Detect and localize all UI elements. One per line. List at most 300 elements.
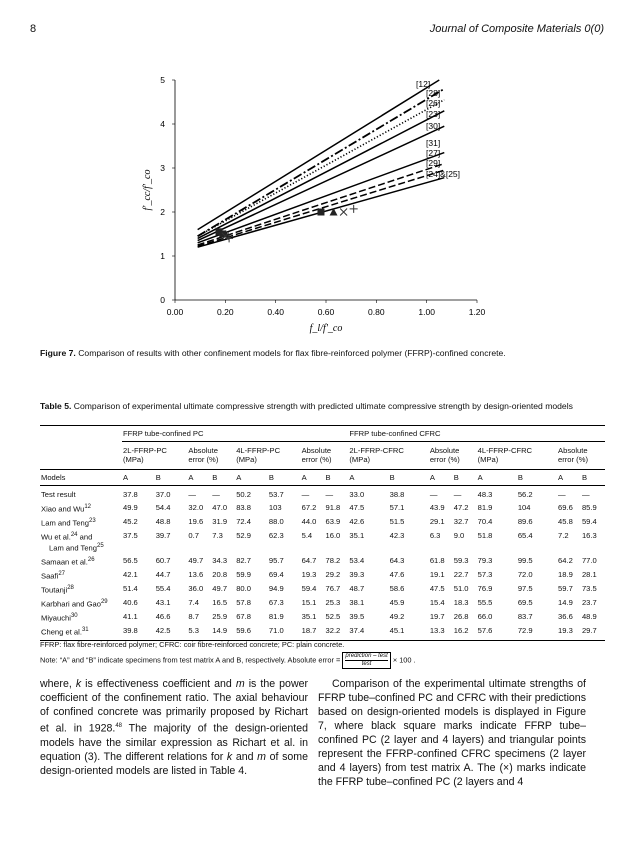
ab-label: A xyxy=(301,469,325,486)
table-cell: 42.5 xyxy=(155,624,188,641)
group-header-row xyxy=(40,426,605,442)
table-cell: 78.2 xyxy=(325,555,341,565)
series-line xyxy=(198,153,445,243)
body-text: The majority of the design-oriented models have the similar expression as Richart et al. in equation (3). The different relations for xyxy=(40,722,308,763)
table-cell: 83.7 xyxy=(517,611,533,621)
table-cell: 82.7 xyxy=(236,555,251,565)
table-cell: 81.9 xyxy=(268,611,284,621)
table-cell: 36.0 xyxy=(188,583,204,593)
table-cell: 62.3 xyxy=(268,530,284,540)
model-name-text: Karbhari and Gao xyxy=(41,599,101,609)
table-row xyxy=(40,486,605,501)
table-footnote-note xyxy=(40,652,416,669)
table-cell: 31.9 xyxy=(212,516,228,526)
series-line xyxy=(198,111,445,239)
table-row xyxy=(40,596,605,610)
table-cell: 23.7 xyxy=(581,597,597,607)
model-name xyxy=(40,529,122,554)
table-cell: — xyxy=(581,490,590,499)
table-footnote-abbrev: FFRP: flax fibre-reinforced polymer; CFRC: coir fibre-reinforced concrete; PC: plain concrete. xyxy=(40,640,345,649)
table-cell: 39.7 xyxy=(155,530,171,540)
body-text: and xyxy=(232,750,258,763)
header-blank xyxy=(40,426,122,442)
table-cell: 48.3 xyxy=(477,490,493,499)
model-ref: 27 xyxy=(58,570,65,577)
series-label: [26] xyxy=(426,98,441,108)
table-cell: 42.3 xyxy=(389,530,405,540)
sub-header-line: 4L-FFRP-PC xyxy=(236,445,281,455)
body-text: where, xyxy=(40,678,76,690)
figure-caption xyxy=(40,348,605,359)
table-cell: 45.1 xyxy=(389,624,429,641)
table-cell: 55.5 xyxy=(477,597,493,607)
table-cell: 5.4 xyxy=(301,530,313,540)
table-row xyxy=(40,554,605,568)
table-cell: 76.9 xyxy=(477,583,493,593)
series-label: [30] xyxy=(426,121,441,131)
table-cell: 81.9 xyxy=(477,502,493,512)
table-cell: 59.7 xyxy=(558,583,573,593)
x-tick-label: 0.00 xyxy=(166,307,184,317)
figure-caption-text: Comparison of results with other confinement models for flax fibre-reinforced polymer (FFRP)-confined concrete. xyxy=(78,348,506,358)
table-cell: 48.9 xyxy=(581,611,597,621)
model-name xyxy=(40,624,122,641)
model-name-text: Wu et al. xyxy=(41,532,71,542)
table-cell: 7.3 xyxy=(212,530,223,540)
table-cell: 79.3 xyxy=(477,555,493,565)
note-multiplier: × 100 . xyxy=(392,655,416,665)
table-cell: 59.4 xyxy=(301,583,317,593)
table-row xyxy=(40,568,605,582)
journal-title: Journal of Composite Materials 0(0) xyxy=(429,23,604,35)
table-cell: 48.7 xyxy=(349,583,365,593)
sub-header xyxy=(348,441,428,469)
table-cell: 67.8 xyxy=(236,611,251,621)
sub-header xyxy=(301,441,349,469)
table-cell: 37.4 xyxy=(348,624,388,641)
table-cell: 53.7 xyxy=(268,490,284,499)
models-header: Models xyxy=(40,469,122,486)
table-cell: 57.3 xyxy=(477,569,493,579)
table-cell: 99.5 xyxy=(517,555,533,565)
y-tick-label: 2 xyxy=(160,207,165,217)
ab-label: B xyxy=(155,469,188,486)
table-cell: 59.4 xyxy=(581,516,597,526)
table-cell: 53.4 xyxy=(349,555,365,565)
table-row xyxy=(40,624,605,641)
marker-cross xyxy=(340,209,347,216)
table-cell: 19.3 xyxy=(557,624,581,641)
table-cell: — xyxy=(558,490,566,499)
table-cell: 51.0 xyxy=(453,583,469,593)
table-cell: 77.0 xyxy=(581,555,597,565)
table-cell: 57.6 xyxy=(477,624,517,641)
var-k: k xyxy=(75,678,82,690)
model-name-text: Xiao and Wu xyxy=(41,504,85,514)
x-tick-label: 1.00 xyxy=(418,307,435,317)
table-cell: 49.7 xyxy=(188,555,204,565)
ab-label: A xyxy=(235,469,268,486)
table-cell: 9.0 xyxy=(453,530,465,540)
table-row xyxy=(40,582,605,596)
body-column-right xyxy=(318,677,586,789)
model-name-text: Lam and Teng xyxy=(41,518,89,528)
table-cell: 13.3 xyxy=(429,624,453,641)
series-label: [12] xyxy=(416,79,431,89)
body-text: is the power coefficient of the confinement ratio. The axial behaviour of confined concrete was primarily proposed by Richart et al. in 1928. xyxy=(40,678,309,735)
table-cell: 69.6 xyxy=(558,502,573,512)
model-name-line2 xyxy=(41,542,121,553)
sub-header-line: (MPa) xyxy=(349,455,371,464)
sub-header-line: error (%) xyxy=(301,455,332,464)
table-cell: 60.7 xyxy=(155,555,171,565)
table-cell: 55.4 xyxy=(155,583,171,593)
var-m: m xyxy=(257,750,266,763)
table-cell: 88.0 xyxy=(268,516,284,526)
table-cell: 16.0 xyxy=(325,530,341,540)
series-label: [23] xyxy=(426,109,441,119)
table-cell: 97.5 xyxy=(517,583,533,593)
table-cell: 45.9 xyxy=(389,597,405,607)
table-cell: — xyxy=(325,490,334,499)
model-ref: 29 xyxy=(100,598,108,605)
header-blank xyxy=(40,441,122,469)
ab-label: B xyxy=(211,469,235,486)
sub-header-line: error (%) xyxy=(558,455,588,464)
y-tick-label: 1 xyxy=(160,251,165,261)
series-line xyxy=(198,170,445,246)
table-cell: 65.4 xyxy=(517,530,533,540)
ab-label: A xyxy=(122,469,155,486)
table-cell: 80.0 xyxy=(236,583,251,593)
table-cell: 51.4 xyxy=(123,583,138,593)
table-cell: 73.5 xyxy=(581,583,597,593)
table-cell: 25.3 xyxy=(325,597,341,607)
table-cell: 13.6 xyxy=(188,569,204,579)
table-cell: 38.1 xyxy=(349,597,365,607)
table-cell: 50.2 xyxy=(236,490,251,499)
ref-superscript: 48 xyxy=(115,723,123,729)
ab-header-row xyxy=(40,469,605,486)
table-cell: 67.3 xyxy=(268,597,284,607)
model-name xyxy=(40,486,122,501)
table-cell: 54.4 xyxy=(155,502,171,512)
ab-label: B xyxy=(517,469,557,486)
table-cell: 49.9 xyxy=(123,502,138,512)
table-cell: 69.5 xyxy=(517,597,533,607)
table-cell: 51.5 xyxy=(389,516,405,526)
x-axis-label: f_l/f'_co xyxy=(309,323,343,334)
table-cell: 19.3 xyxy=(301,569,317,579)
table-caption-label: Table 5. xyxy=(40,401,72,411)
table-caption xyxy=(40,401,605,412)
table-cell: 37.0 xyxy=(155,490,171,499)
table-cell: — xyxy=(453,490,462,499)
table-cell: — xyxy=(429,490,438,499)
sub-header-line: Absolute xyxy=(558,445,588,455)
table-cell: 66.0 xyxy=(477,611,493,621)
model-name-text: Lam and Teng xyxy=(49,543,97,553)
sub-header-line: Absolute xyxy=(301,445,332,455)
table-cell: 18.3 xyxy=(453,597,469,607)
model-name-text: Saafi xyxy=(41,571,59,581)
ab-label: B xyxy=(325,469,349,486)
model-ref: 31 xyxy=(81,626,89,633)
table-cell: 16.2 xyxy=(453,624,477,641)
table-cell: 47.5 xyxy=(429,583,445,593)
sub-header-line: 4L-FFRP-CFRC xyxy=(477,445,533,455)
ab-label: B xyxy=(268,469,301,486)
table-cell: 45.8 xyxy=(558,516,573,526)
series-line xyxy=(198,100,445,236)
table-row xyxy=(40,515,605,529)
table-cell: 7.4 xyxy=(188,597,199,607)
model-name-text: Samaan et al. xyxy=(41,557,88,567)
table-cell: 14.9 xyxy=(558,597,573,607)
body-paragraph-right: Comparison of the experimental ultimate strengths of FFRP tube–confined PC and CFRC with their predictions based on design-oriented models is displayed in Figure 7, where black square marks indicate FFRP tube–confined PC (2 layer and 4 layers) and triangular points represent the FFRP-confined CFRC specimens (2 layer and 4 layers) from test matrix A. The (×) marks indicate the FFRP tube–confined PC (2 layers and 4 xyxy=(318,678,586,788)
table-cell: 95.7 xyxy=(268,555,284,565)
sub-header-line: 2L-FFRP-CFRC xyxy=(349,445,404,455)
model-name-text: and xyxy=(77,532,93,542)
sub-header-line: error (%) xyxy=(429,455,460,464)
table-cell: 15.1 xyxy=(301,597,317,607)
sub-header-row xyxy=(40,441,605,469)
table-cell: 42.1 xyxy=(123,569,138,579)
sub-header xyxy=(122,441,187,469)
table-cell: 67.2 xyxy=(301,502,317,512)
table-cell: 37.8 xyxy=(123,490,138,499)
table-cell: 71.0 xyxy=(268,624,301,641)
error-fraction xyxy=(342,652,390,669)
x-tick-label: 0.60 xyxy=(317,307,335,317)
y-tick-label: 0 xyxy=(160,295,165,305)
table-cell: 89.6 xyxy=(517,516,533,526)
table-cell: 56.2 xyxy=(517,490,533,499)
table-cell: 61.8 xyxy=(429,555,445,565)
table-cell: 69.4 xyxy=(268,569,284,579)
table-cell: 83.8 xyxy=(236,502,251,512)
model-name-text: Miyauchi xyxy=(41,613,71,623)
table-cell: 47.5 xyxy=(349,502,365,512)
marker-plus xyxy=(350,205,358,213)
table-cell: 57.8 xyxy=(236,597,251,607)
ab-label: B xyxy=(453,469,477,486)
table-row xyxy=(40,610,605,624)
table-cell: 72.4 xyxy=(236,516,251,526)
sub-header-line: (MPa) xyxy=(236,455,257,464)
note-text: Note: “A” and “B” indicate specimens from test matrix A and B, respectively. Absolute error = xyxy=(40,655,341,665)
sub-header-line: (MPa) xyxy=(123,455,144,464)
body-paragraph-left xyxy=(40,677,308,778)
x-tick-label: 0.20 xyxy=(217,307,234,317)
table-cell: 37.5 xyxy=(123,530,138,540)
model-name xyxy=(40,582,122,596)
table-cell: 64.7 xyxy=(301,555,317,565)
table-cell: 57.1 xyxy=(389,502,405,512)
table-cell: 32.2 xyxy=(325,624,349,641)
table-caption-text: Comparison of experimental ultimate compressive strength with predicted ultimate compressive strength by design-oriented models xyxy=(73,401,573,411)
table-cell: 48.8 xyxy=(155,516,171,526)
table-row xyxy=(40,529,605,554)
fraction-numerator: prediction – test xyxy=(345,653,388,659)
ab-label: A xyxy=(477,469,517,486)
table-cell: 47.0 xyxy=(212,502,228,512)
table-cell: 64.2 xyxy=(558,555,573,565)
table-cell: 76.7 xyxy=(325,583,341,593)
model-ref: 24 xyxy=(70,531,78,538)
table-cell: 51.8 xyxy=(477,530,493,540)
sub-header xyxy=(557,441,605,469)
table-cell: 47.2 xyxy=(453,502,469,512)
table-cell: 16.3 xyxy=(581,530,597,540)
table-cell: 59.3 xyxy=(453,555,469,565)
table-cell: 72.0 xyxy=(517,569,533,579)
table-cell: 18.9 xyxy=(558,569,573,579)
model-name-text: Test result xyxy=(41,490,76,499)
model-ref: 25 xyxy=(97,542,104,549)
table-cell: 15.4 xyxy=(429,597,445,607)
table-cell: 42.6 xyxy=(349,516,365,526)
table-cell: 29.2 xyxy=(325,569,341,579)
table-cell: 6.3 xyxy=(429,530,441,540)
model-ref: 12 xyxy=(84,503,92,510)
table-cell: 19.6 xyxy=(188,516,204,526)
table-cell: 91.8 xyxy=(325,502,341,512)
table-cell: — xyxy=(212,490,220,499)
body-text: of some design-oriented models are listed in Table 4. xyxy=(40,750,308,777)
table-cell: 104 xyxy=(517,502,531,512)
model-name xyxy=(40,515,122,529)
group-header-pc: FFRP tube-confined PC xyxy=(122,426,348,442)
table-cell: 39.3 xyxy=(349,569,365,579)
y-axis-label: f'_cc/f'_co xyxy=(142,169,153,211)
series-label: [28] xyxy=(426,88,441,98)
table-cell: — xyxy=(301,490,310,499)
table-cell: — xyxy=(188,490,196,499)
series-label: [29] xyxy=(426,158,441,168)
x-tick-label: 0.80 xyxy=(368,307,385,317)
sub-header xyxy=(429,441,477,469)
ab-label: A xyxy=(187,469,211,486)
sub-header-line: Absolute xyxy=(429,445,460,455)
table-cell: 44.0 xyxy=(301,516,317,526)
group-header-cfrc: FFRP tube-confined CFRC xyxy=(348,426,605,442)
table-cell: 14.9 xyxy=(211,624,235,641)
table-cell: 39.8 xyxy=(122,624,155,641)
sub-header-line: (MPa) xyxy=(477,455,499,464)
table-cell: 5.3 xyxy=(187,624,211,641)
table-cell: 70.4 xyxy=(477,516,493,526)
table-cell: 29.7 xyxy=(581,624,605,641)
table-cell: 25.9 xyxy=(212,611,228,621)
table-cell: 8.7 xyxy=(188,611,199,621)
series-label: [31] xyxy=(426,138,441,148)
table-cell: 85.9 xyxy=(581,502,597,512)
sub-header xyxy=(187,441,235,469)
table-cell: 0.7 xyxy=(188,530,199,540)
table-cell: 52.9 xyxy=(236,530,251,540)
table-cell: 49.7 xyxy=(212,583,228,593)
table-cell: 39.5 xyxy=(349,611,365,621)
x-tick-label: 0.40 xyxy=(267,307,284,317)
sub-header-line: error (%) xyxy=(188,455,219,464)
var-m: m xyxy=(235,678,245,690)
y-tick-label: 3 xyxy=(160,163,165,173)
table-cell: 19.1 xyxy=(429,569,445,579)
table-cell: 35.1 xyxy=(301,611,317,621)
ab-label: B xyxy=(581,469,605,486)
table-cell: 32.0 xyxy=(188,502,204,512)
table-cell: 43.1 xyxy=(155,597,171,607)
table-cell: 40.6 xyxy=(123,597,138,607)
sub-header-line: Absolute xyxy=(188,445,218,455)
model-name xyxy=(40,610,122,624)
model-name-text: Cheng et al. xyxy=(41,627,82,637)
table-cell: 38.8 xyxy=(389,490,405,499)
table-cell: 22.7 xyxy=(453,569,469,579)
body-text: is effectiveness coefficient and xyxy=(81,678,236,690)
table-cell: 49.2 xyxy=(389,611,405,621)
table-cell: 59.6 xyxy=(235,624,268,641)
model-name xyxy=(40,554,122,568)
table-cell: 26.8 xyxy=(453,611,469,621)
table-cell: 45.2 xyxy=(123,516,138,526)
table-cell: 64.3 xyxy=(389,555,405,565)
series-line xyxy=(198,80,440,230)
model-name xyxy=(40,596,122,610)
table-cell: 34.3 xyxy=(212,555,228,565)
sub-header xyxy=(477,441,557,469)
table-cell: 103 xyxy=(268,502,282,512)
figure-7-chart xyxy=(0,60,638,345)
table-cell: 58.6 xyxy=(389,583,405,593)
model-ref: 23 xyxy=(89,517,96,524)
model-ref: 28 xyxy=(67,584,74,591)
ab-label: A xyxy=(557,469,581,486)
var-k: k xyxy=(226,750,233,763)
table-cell: 36.6 xyxy=(558,611,573,621)
model-name xyxy=(40,568,122,582)
model-name xyxy=(40,501,122,515)
series-line xyxy=(198,164,445,245)
results-table xyxy=(40,425,605,641)
table-cell: 20.8 xyxy=(212,569,228,579)
ab-label: B xyxy=(389,469,429,486)
y-tick-label: 4 xyxy=(160,119,165,129)
table-cell: 41.1 xyxy=(123,611,138,621)
sub-header-line: 2L-FFRP-PC xyxy=(123,445,167,455)
figure-caption-label: Figure 7. xyxy=(40,348,76,358)
table-cell: 33.0 xyxy=(349,490,365,499)
table-cell: 47.6 xyxy=(389,569,405,579)
fraction-denominator: test xyxy=(361,661,372,667)
table-cell: 29.1 xyxy=(429,516,445,526)
y-tick-label: 5 xyxy=(160,75,165,85)
model-ref: 30 xyxy=(70,612,78,619)
table-cell: 28.1 xyxy=(581,569,597,579)
sub-header xyxy=(235,441,300,469)
table-cell: 7.2 xyxy=(558,530,569,540)
table-row xyxy=(40,501,605,515)
table-cell: 32.7 xyxy=(453,516,469,526)
model-ref: 26 xyxy=(87,556,95,563)
series-line xyxy=(198,126,445,240)
table-cell: 16.5 xyxy=(212,597,228,607)
table-cell: 43.9 xyxy=(429,502,445,512)
table-cell: 18.7 xyxy=(301,624,325,641)
table-cell: 46.6 xyxy=(155,611,171,621)
table-cell: 44.7 xyxy=(155,569,171,579)
